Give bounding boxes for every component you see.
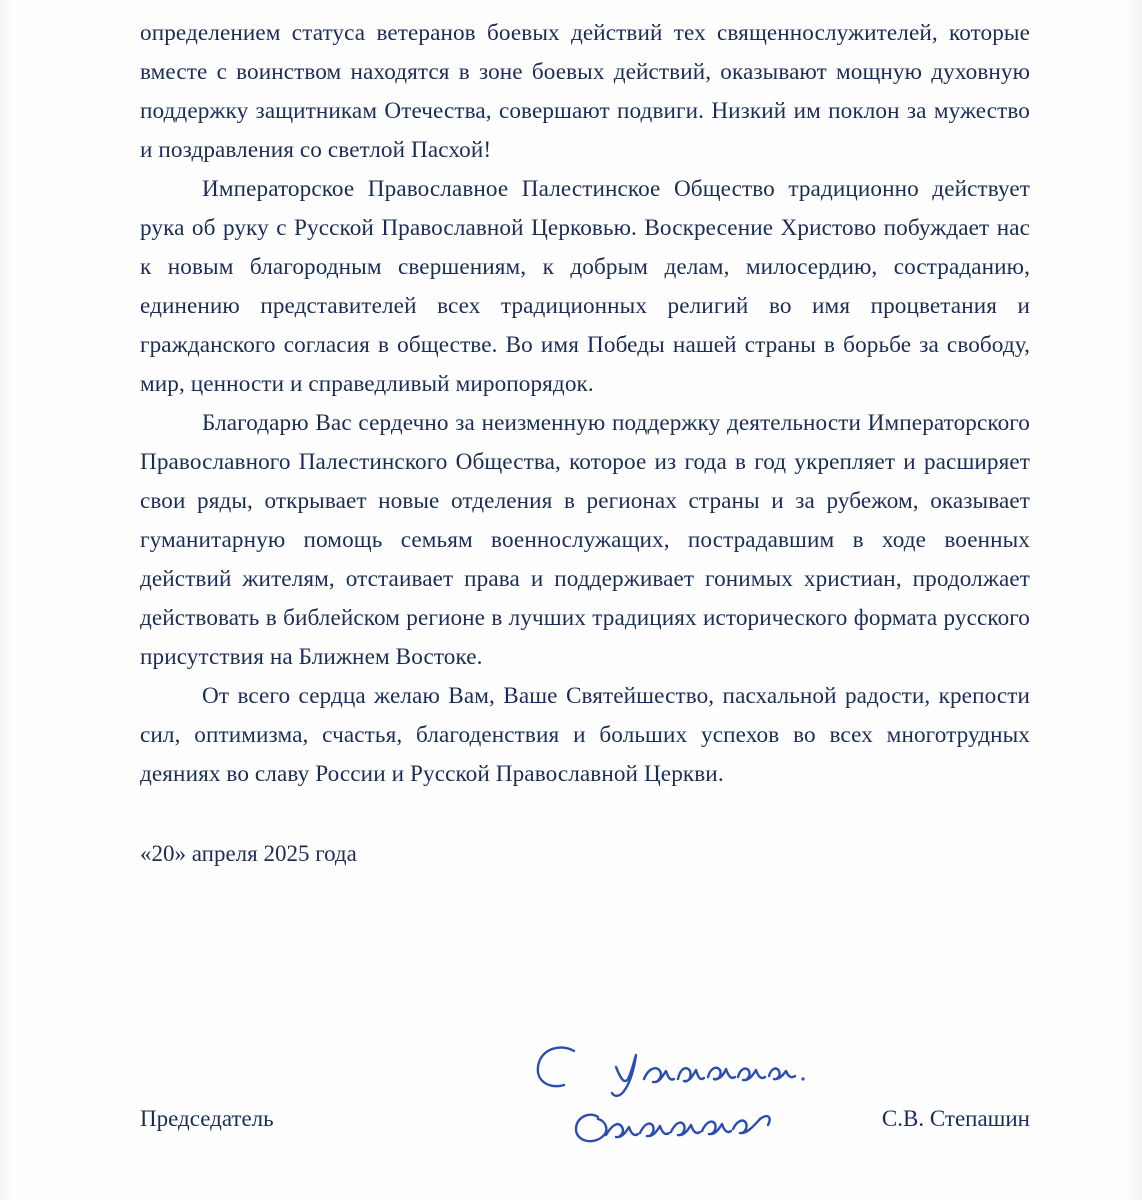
signature-block (140, 1100, 1030, 1160)
paragraph-1: определением статуса ветеранов боевых действий тех священнослужителей, которые вместе с воинством находятся в зоне боевых действий, оказывают мощную духовную поддержку защитникам Отечества, совершают подвиги. Низкий им поклон за мужество и поздравления со светлой Пасхой! (140, 20, 1030, 163)
document-date: «20» апреля 2025 года (140, 841, 357, 866)
signature-name: С.В. Степашин (881, 1106, 1030, 1131)
scan-edge-left (0, 0, 14, 1200)
paragraph-4: От всего сердца желаю Вам, Ваше Святейшество, пасхальной радости, крепости сил, оптимизма, счастья, благоденствия и больших успехов во всех многотрудных деяниях во славу России и Русской Православной Церкви. (140, 683, 1030, 787)
scan-edge-right (1126, 0, 1142, 1200)
signature-role: Председатель (140, 1106, 274, 1131)
document-body (140, 14, 1030, 872)
paragraph-3: Благодарю Вас сердечно за неизменную поддержку деятельности Императорского Православного Палестинского Общества, которое из года в год укрепляет и расширяет свои ряды, открывает новые отделения в регионах страны и за рубежом, оказывает гуманитарную помощь семьям военнослужащих, пострадавшим в ходе военных действий жителям, отстаивает права и поддерживает гонимых христиан, продолжает действовать в библейском регионе в лучших традициях исторического формата русского присутствия на Ближнем Востоке. (140, 410, 1030, 670)
paragraph-2: Императорское Православное Палестинское Общество традиционно действует рука об руку с Русской Православной Церковью. Воскресение Христово побуждает нас к новым благородным свершениям, к добрым делам, милосердию, состраданию, единению представителей всех традиционных религий во имя процветания и гражданского согласия в обществе. Во имя Победы нашей страны в борьбе за свободу, мир, ценности и справедливый миропорядок. (140, 176, 1030, 397)
